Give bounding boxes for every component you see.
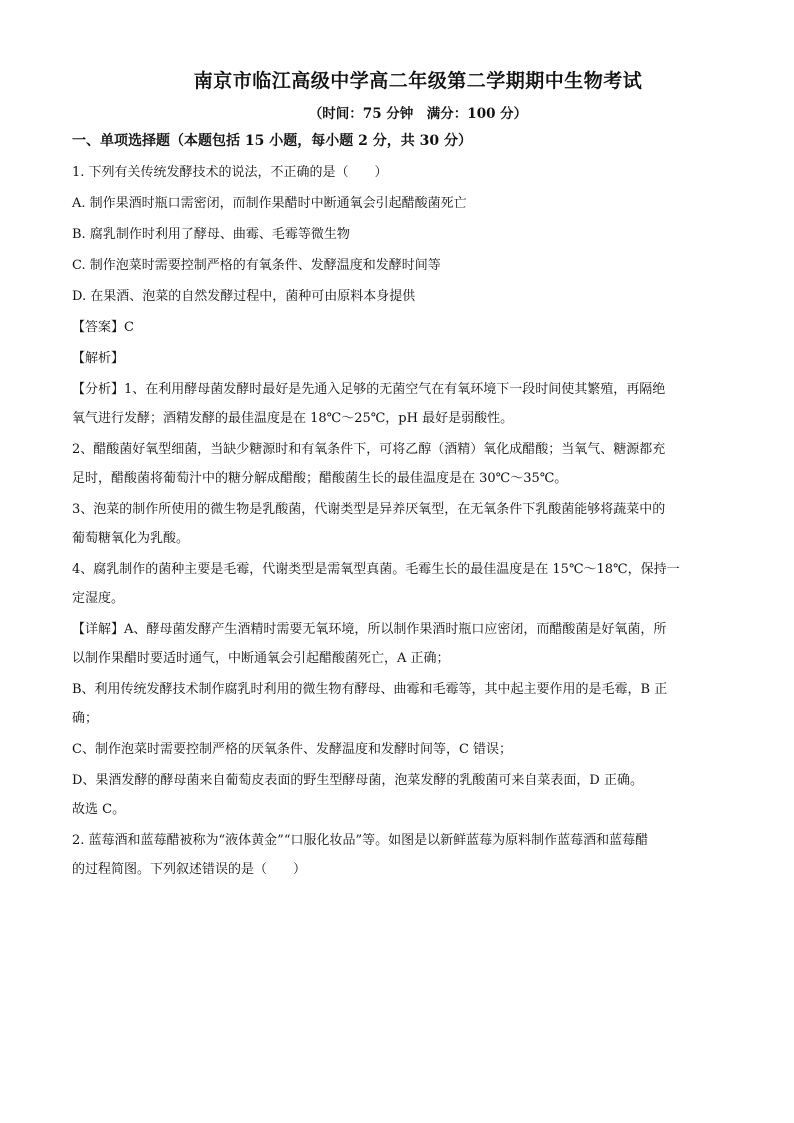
section-heading: 一、单项选择题（本题包括 15 小题，每小题 2 分，共 30 分） [72, 133, 472, 149]
analysis-line: 3、泡菜的制作所使用的微生物是乳酸菌，代谢类型是异养厌氧型，在无氧条件下乳酸菌能够将蔬菜中的 [72, 502, 666, 517]
detail-line: C、制作泡菜时需要控制严格的厌氧条件、发酵温度和发酵时间等，C 错误； [72, 742, 513, 757]
exam-subtitle: （时间：75 分钟 满分：100 分） [308, 106, 528, 122]
question-2-line: 2. 蓝莓酒和蓝莓醋被称为“液体黄金”“口服化妆品”等。如图是以新鲜蓝莓为原料制作蓝莓酒和蓝莓醋 [72, 833, 649, 848]
question-1-option-c: C. 制作泡菜时需要控制严格的有氧条件、发酵温度和发酵时间等 [72, 258, 441, 273]
detail-line: 【详解】A、酵母菌发酵产生酒精时需要无氧环境，所以制作果酒时瓶口应密闭，而醋酸菌是好氧菌，所 [72, 622, 667, 637]
detail-line: 故选 C。 [72, 802, 126, 817]
question-1-option-a: A. 制作果酒时瓶口需密闭，而制作果醋时中断通氧会引起醋酸菌死亡 [72, 196, 467, 211]
answer-label: 【答案】C [72, 320, 134, 335]
analysis-line: 【分析】1、在利用酵母菌发酵时最好是先通入足够的无菌空气在有氧环境下一段时间使其繁殖，再隔绝 [72, 382, 666, 397]
detail-line: D、果酒发酵的酵母菌来自葡萄皮表面的野生型酵母菌，泡菜发酵的乳酸菌可来自菜表面，D 正确。 [72, 773, 643, 788]
analysis-line: 4、腐乳制作的菌种主要是毛霉，代谢类型是需氧型真菌。毛霉生长的最佳温度是在 15℃～18℃，保持一 [72, 562, 680, 577]
exam-title: 南京市临江高级中学高二年级第二学期期中生物考试 [193, 70, 643, 92]
detail-line: 以制作果醋时要适时通气，中断通氧会引起醋酸菌死亡，A 正确； [72, 651, 450, 666]
question-1-option-d: D. 在果酒、泡菜的自然发酵过程中，菌种可由原料本身提供 [72, 289, 416, 304]
analysis-line: 定湿度。 [72, 591, 125, 606]
analysis-line: 足时，醋酸菌将葡萄汁中的糖分解成醋酸；醋酸菌生长的最佳温度是在 30℃～35℃。 [72, 471, 568, 486]
question-2-line: 的过程简图。下列叙述错误的是（ ） [72, 862, 307, 877]
analysis-line: 2、醋酸菌好氧型细菌，当缺少糖源时和有氧条件下，可将乙醇（酒精）氧化成醋酸；当氧气、糖源都充 [72, 442, 666, 457]
question-1-stem: 1. 下列有关传统发酵技术的说法，不正确的是（ ） [72, 165, 388, 180]
analysis-line: 氧气进行发酵；酒精发酵的最佳温度是在 18℃～25℃，pH 最好是弱酸性。 [72, 411, 514, 426]
detail-line: 确； [72, 711, 99, 726]
detail-line: B、利用传统发酵技术制作腐乳时利用的微生物有酵母、曲霉和毛霉等，其中起主要作用的是毛霉，B 正 [72, 682, 668, 697]
analysis-label: 【解析】 [72, 351, 125, 366]
question-1-option-b: B. 腐乳制作时利用了酵母、曲霉、毛霉等微生物 [72, 227, 350, 242]
analysis-line: 葡萄糖氧化为乳酸。 [72, 531, 190, 546]
